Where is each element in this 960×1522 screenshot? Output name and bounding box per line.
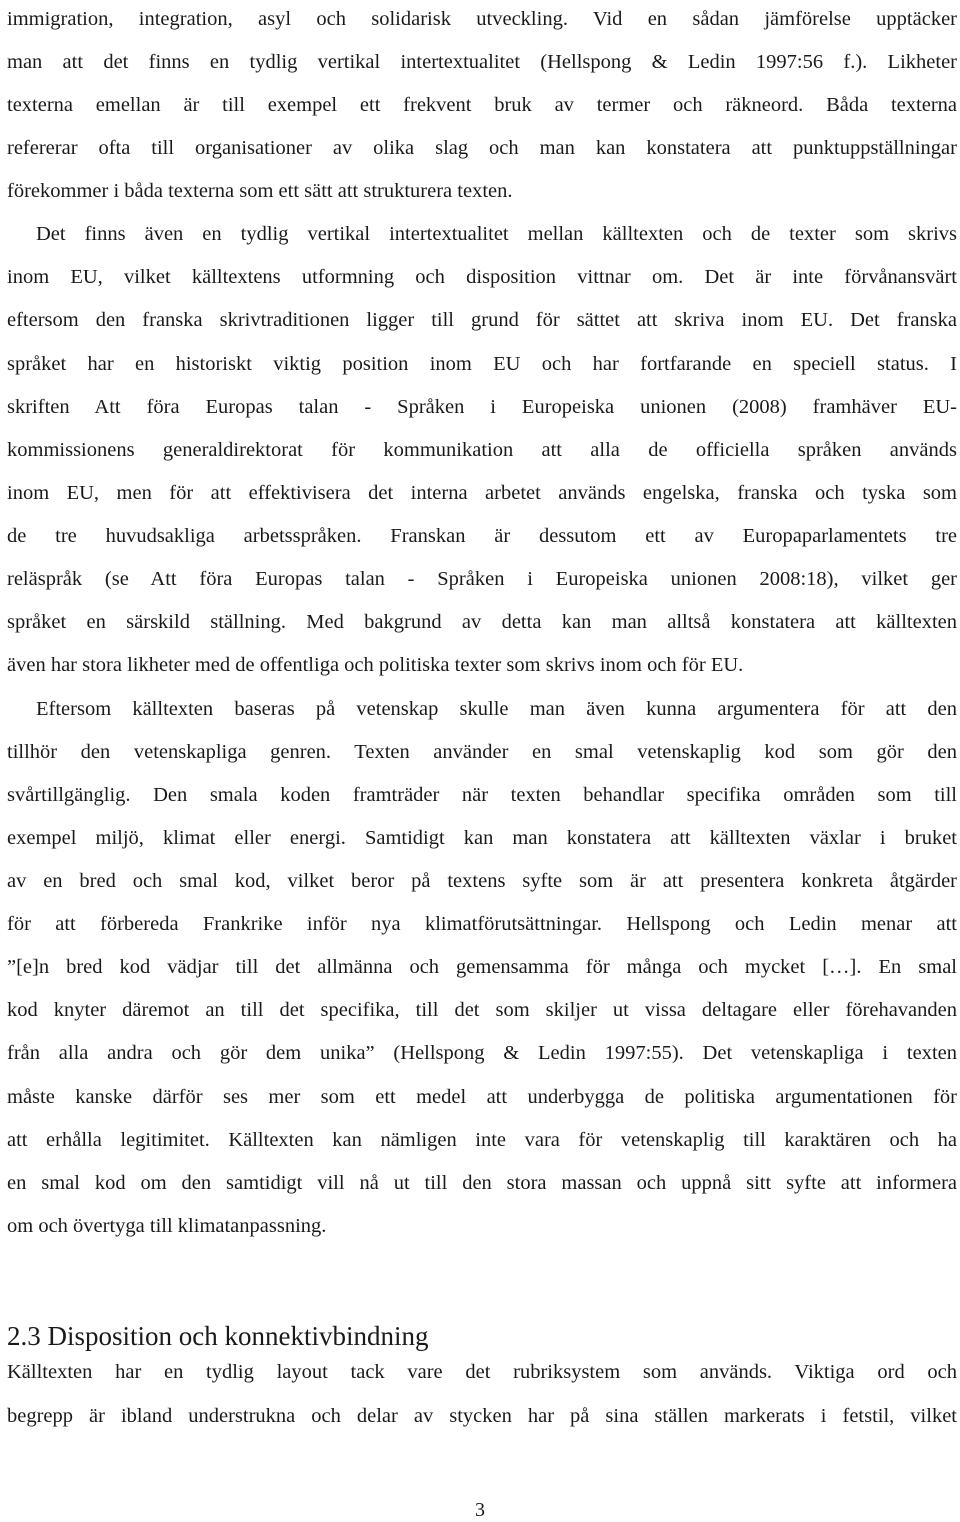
text-line: skriften Att föra Europas talan - Språken i Europeiska unionen (2008) framhäver EU- xyxy=(7,396,957,418)
text-line: reläspråk (se Att föra Europas talan - Språken i Europeiska unionen 2008:18), vilket ger xyxy=(7,568,957,590)
text-line: för att förbereda Frankrike inför nya klimatförutsättningar. Hellspong och Ledin menar att xyxy=(7,913,957,935)
text-line: refererar ofta till organisationer av olika slag och man kan konstatera att punktuppställningar xyxy=(7,137,957,159)
text-line: eftersom den franska skrivtraditionen ligger till grund för sättet att skriva inom EU. Det franska xyxy=(7,309,957,331)
text-line: ”[e]n bred kod vädjar till det allmänna och gemensamma för många och mycket […]. En smal xyxy=(7,956,957,978)
text-line: Det finns även en tydlig vertikal intertextualitet mellan källtexten och de texter som skrivs xyxy=(36,223,957,245)
text-line: kod knyter däremot an till det specifika, till det som skiljer ut vissa deltagare eller förehavanden xyxy=(7,999,957,1021)
text-line: måste kanske därför ses mer som ett medel att underbygga de politiska argumentationen för xyxy=(7,1086,957,1108)
text-line: Eftersom källtexten baseras på vetenskap skulle man även kunna argumentera för att den xyxy=(36,698,957,720)
section-heading: 2.3 Disposition och konnektivbindning xyxy=(7,1321,429,1351)
text-line: även har stora likheter med de offentliga och politiska texter som skrivs inom och för EU. xyxy=(7,654,744,676)
page-number: 3 xyxy=(475,1499,485,1521)
text-line: immigration, integration, asyl och solidarisk utveckling. Vid en sådan jämförelse upptäcker xyxy=(7,8,957,30)
text-line: de tre huvudsakliga arbetsspråken. Franskan är dessutom ett av Europaparlamentets tre xyxy=(7,525,957,547)
text-line: kommissionens generaldirektorat för kommunikation att alla de officiella språken används xyxy=(7,439,957,461)
text-line: från alla andra och gör dem unika” (Hellspong & Ledin 1997:55). Det vetenskapliga i texten xyxy=(7,1042,957,1064)
text-line: man att det finns en tydlig vertikal intertextualitet (Hellspong & Ledin 1997:56 f.). Likheter xyxy=(7,51,957,73)
text-line: om och övertyga till klimatanpassning. xyxy=(7,1215,327,1237)
text-line: svårtillgänglig. Den smala koden framträder när texten behandlar specifika områden som till xyxy=(7,784,957,806)
text-line: begrepp är ibland understrukna och delar av stycken har på sina ställen markerats i fetstil, vilket xyxy=(7,1405,957,1427)
text-line: språket en särskild ställning. Med bakgrund av detta kan man alltså konstatera att källtexten xyxy=(7,611,957,633)
text-line: texterna emellan är till exempel ett frekvent bruk av termer och räkneord. Båda texterna xyxy=(7,94,957,116)
text-line: förekommer i båda texterna som ett sätt att strukturera texten. xyxy=(7,180,513,202)
text-line: inom EU, men för att effektivisera det interna arbetet används engelska, franska och tyska som xyxy=(7,482,957,504)
text-line: exempel miljö, klimat eller energi. Samtidigt kan man konstatera att källtexten växlar i bruket xyxy=(7,827,957,849)
text-line: en smal kod om den samtidigt vill nå ut till den stora massan och uppnå sitt syfte att informera xyxy=(7,1172,957,1194)
text-line: språket har en historiskt viktig position inom EU och har fortfarande en speciell status. I xyxy=(7,353,957,375)
text-line: att erhålla legitimitet. Källtexten kan nämligen inte vara för vetenskaplig till karaktären och ha xyxy=(7,1129,957,1151)
text-line: tillhör den vetenskapliga genren. Texten använder en smal vetenskaplig kod som gör den xyxy=(7,741,957,763)
text-line: inom EU, vilket källtextens utformning och disposition vittnar om. Det är inte förvånansvärt xyxy=(7,266,957,288)
text-line: av en bred och smal kod, vilket beror på textens syfte som är att presentera konkreta åtgärder xyxy=(7,870,957,892)
text-line: Källtexten har en tydlig layout tack vare det rubriksystem som används. Viktiga ord och xyxy=(7,1361,957,1383)
